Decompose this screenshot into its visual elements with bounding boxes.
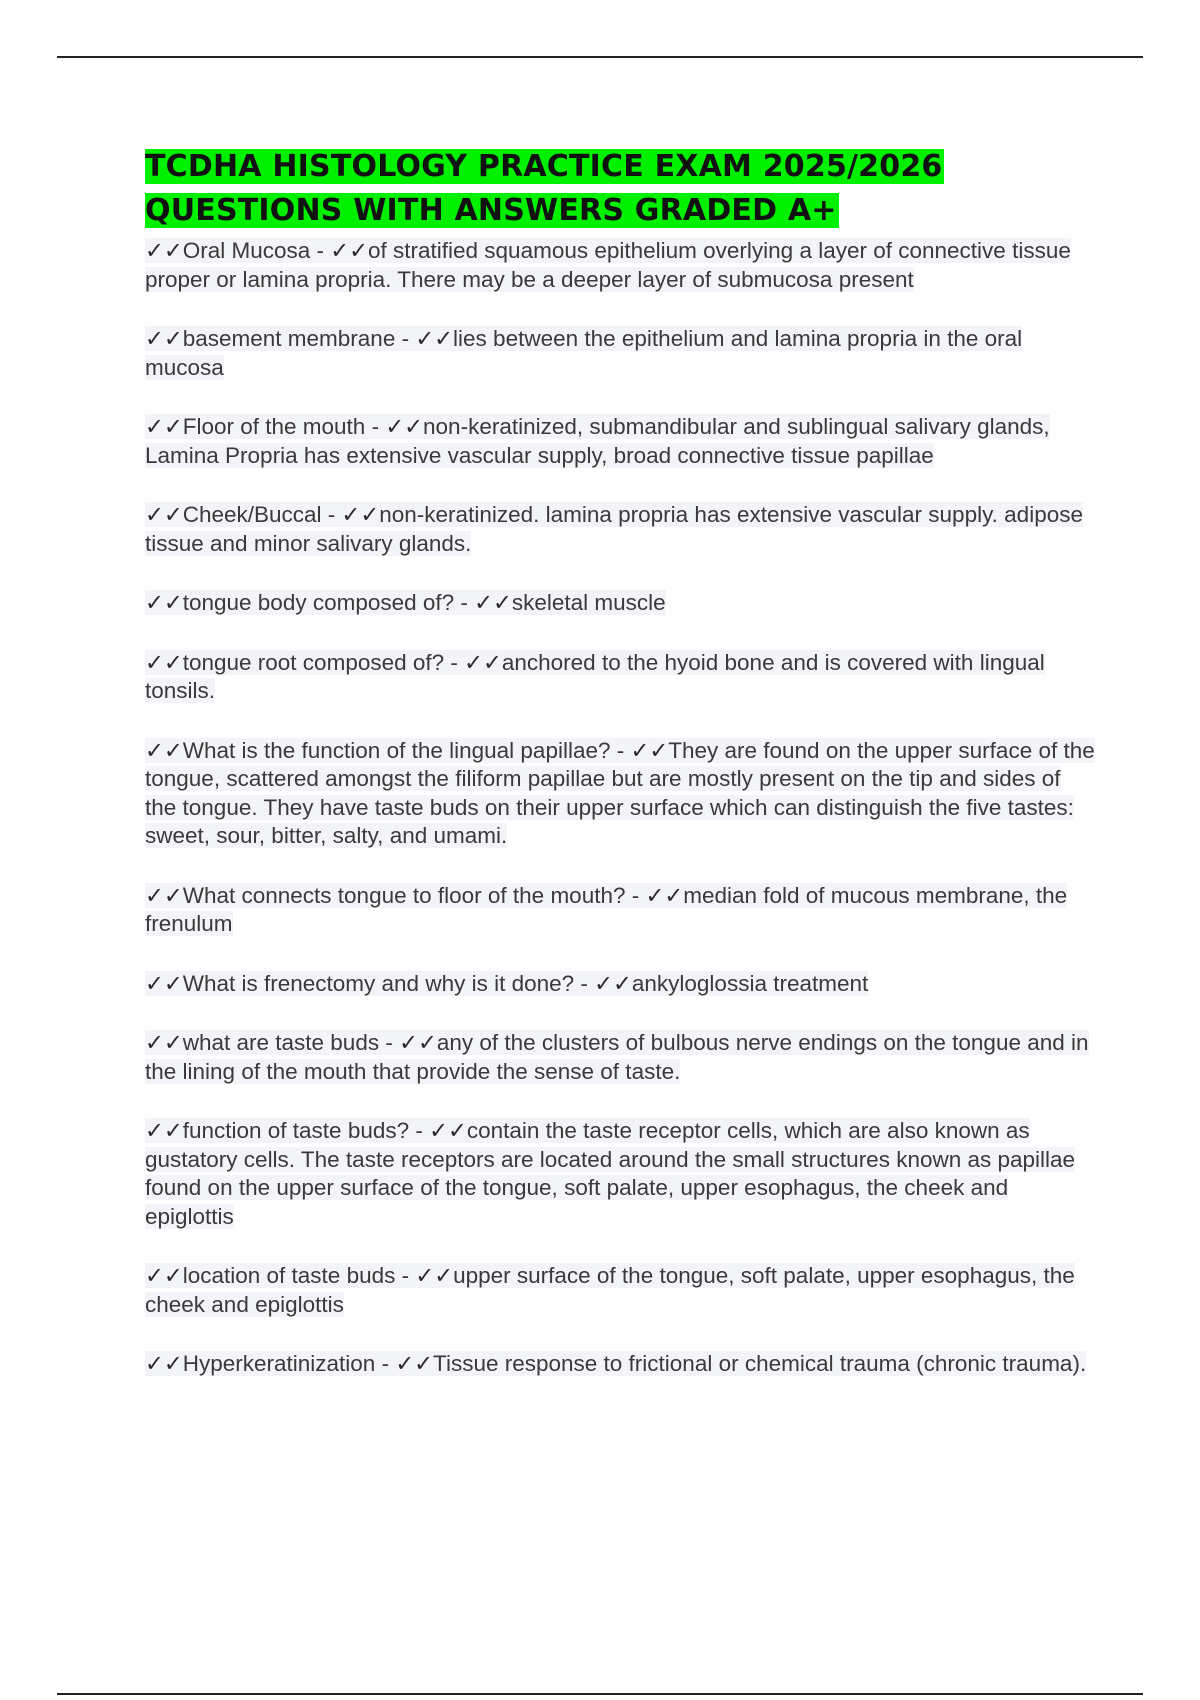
top-rule	[57, 56, 1143, 58]
qa-separator: -	[625, 882, 646, 908]
title-line-2: QUESTIONS WITH ANSWERS GRADED A+	[145, 193, 837, 228]
double-check-icon: ✓✓	[145, 737, 183, 763]
double-check-icon: ✓✓	[145, 970, 183, 996]
answer-text: of stratified squamous epithelium overlying a layer of connective tissue proper or lamina propria. There may be a deeper layer of submucosa present	[145, 238, 1071, 292]
qa-separator: -	[409, 1118, 430, 1143]
question-text: What connects tongue to floor of the mouth?	[182, 882, 626, 908]
double-check-icon: ✓✓	[395, 1351, 434, 1376]
qa-item	[145, 1029, 1095, 1086]
qa-item	[145, 501, 1095, 558]
question-text: basement membrane	[182, 326, 396, 351]
question-text: Oral Mucosa	[182, 238, 311, 263]
qa-separator: -	[379, 1030, 400, 1055]
double-check-icon: ✓✓	[594, 970, 632, 996]
qa-separator: -	[395, 1263, 416, 1288]
question-text: Floor of the mouth	[182, 414, 366, 439]
bottom-rule	[57, 1693, 1143, 1695]
qa-item-text	[145, 414, 1050, 468]
qa-item	[145, 1117, 1095, 1231]
qa-item-text	[145, 590, 666, 615]
question-text: Hyperkeratinization	[182, 1351, 376, 1376]
double-check-icon: ✓✓	[415, 326, 454, 351]
double-check-icon: ✓✓	[145, 502, 183, 527]
question-text: tongue root composed of?	[182, 649, 445, 675]
answer-text: skeletal muscle	[511, 590, 666, 615]
question-text: location of taste buds	[182, 1263, 396, 1288]
qa-separator: -	[375, 1351, 396, 1376]
qa-separator: -	[365, 414, 386, 439]
double-check-icon: ✓✓	[399, 1030, 437, 1055]
double-check-icon: ✓✓	[145, 414, 183, 439]
double-check-icon: ✓✓	[330, 238, 368, 263]
double-check-icon: ✓✓	[145, 1351, 183, 1376]
document-title	[145, 145, 1095, 233]
double-check-icon: ✓✓	[145, 1263, 183, 1288]
double-check-icon: ✓✓	[415, 1263, 454, 1288]
qa-item	[145, 970, 1095, 999]
qa-item-text	[145, 883, 1067, 937]
qa-separator: -	[454, 590, 475, 615]
answer-text: non-keratinized. lamina propria has extensive vascular supply. adipose tissue and minor salivary glands.	[145, 502, 1083, 556]
qa-item-text	[145, 738, 1095, 849]
qa-item	[145, 589, 1095, 618]
qa-item-text	[145, 971, 868, 996]
qa-item	[145, 737, 1095, 851]
qa-separator: -	[574, 970, 595, 996]
double-check-icon: ✓✓	[464, 649, 502, 675]
double-check-icon: ✓✓	[145, 326, 183, 351]
qa-item	[145, 1350, 1095, 1379]
qa-separator: -	[310, 238, 331, 263]
qa-item-text	[145, 1351, 1086, 1376]
document-body	[145, 145, 1095, 1410]
double-check-icon: ✓✓	[474, 590, 512, 615]
qa-item	[145, 413, 1095, 470]
question-text: What is the function of the lingual papillae?	[182, 737, 611, 763]
question-text: what are taste buds	[182, 1030, 380, 1055]
double-check-icon: ✓✓	[429, 1118, 467, 1143]
answer-text: median fold of mucous membrane, the frenulum	[145, 882, 1068, 936]
qa-item-text	[145, 238, 1071, 292]
qa-separator: -	[395, 326, 416, 351]
double-check-icon: ✓✓	[645, 882, 684, 908]
qa-item	[145, 237, 1095, 294]
double-check-icon: ✓✓	[341, 502, 380, 527]
double-check-icon: ✓✓	[145, 882, 183, 908]
qa-item	[145, 882, 1095, 939]
answer-text: non-keratinized, submandibular and sublingual salivary glands, Lamina Propria has extensive vascular supply, broad connective tissue papillae	[145, 414, 1050, 468]
qa-item	[145, 649, 1095, 706]
answer-text: They are found on the upper surface of the tongue, scattered amongst the filiform papillae but are mostly present on the tip and sides of the tongue. They have taste buds on their upper surface which can distinguish the five tastes: sweet, sour, bitter, salty, and umami.	[145, 737, 1095, 848]
answer-text: ankyloglossia treatment	[631, 970, 869, 996]
answer-text: upper surface of the tongue, soft palate, upper esophagus, the cheek and epiglottis	[145, 1263, 1075, 1317]
qa-item	[145, 325, 1095, 382]
qa-separator: -	[610, 737, 631, 763]
qa-item-text	[145, 502, 1083, 556]
answer-text: any of the clusters of bulbous nerve endings on the tongue and in the lining of the mouth that provide the sense of taste.	[145, 1030, 1089, 1084]
qa-separator: -	[321, 502, 342, 527]
qa-separator: -	[444, 649, 465, 675]
qa-item	[145, 1262, 1095, 1319]
qa-item-text	[145, 1118, 1075, 1229]
double-check-icon: ✓✓	[385, 414, 424, 439]
double-check-icon: ✓✓	[145, 590, 183, 615]
double-check-icon: ✓✓	[630, 737, 669, 763]
qa-item-text	[145, 650, 1045, 704]
qa-list	[145, 237, 1095, 1379]
question-text: tongue body composed of?	[182, 590, 455, 615]
answer-text: anchored to the hyoid bone and is covered with lingual tonsils.	[145, 649, 1045, 703]
answer-text: lies between the epithelium and lamina propria in the oral mucosa	[145, 326, 1023, 380]
question-text: Cheek/Buccal	[182, 502, 322, 527]
question-text: What is frenectomy and why is it done?	[182, 970, 575, 996]
answer-text: Tissue response to frictional or chemical trauma (chronic trauma).	[433, 1351, 1087, 1376]
question-text: function of taste buds?	[182, 1118, 410, 1143]
qa-item-text	[145, 326, 1022, 380]
answer-text: contain the taste receptor cells, which are also known as gustatory cells. The taste receptors are located around the small structures known as papillae found on the upper surface of the tongue, soft palate, upper esophagus, the cheek and epiglottis	[145, 1118, 1076, 1229]
double-check-icon: ✓✓	[145, 649, 183, 675]
qa-item-text	[145, 1263, 1075, 1317]
double-check-icon: ✓✓	[145, 238, 183, 263]
double-check-icon: ✓✓	[145, 1030, 183, 1055]
double-check-icon: ✓✓	[145, 1118, 183, 1143]
qa-item-text	[145, 1030, 1089, 1084]
title-line-1: TCDHA HISTOLOGY PRACTICE EXAM 2025/2026	[145, 149, 943, 184]
